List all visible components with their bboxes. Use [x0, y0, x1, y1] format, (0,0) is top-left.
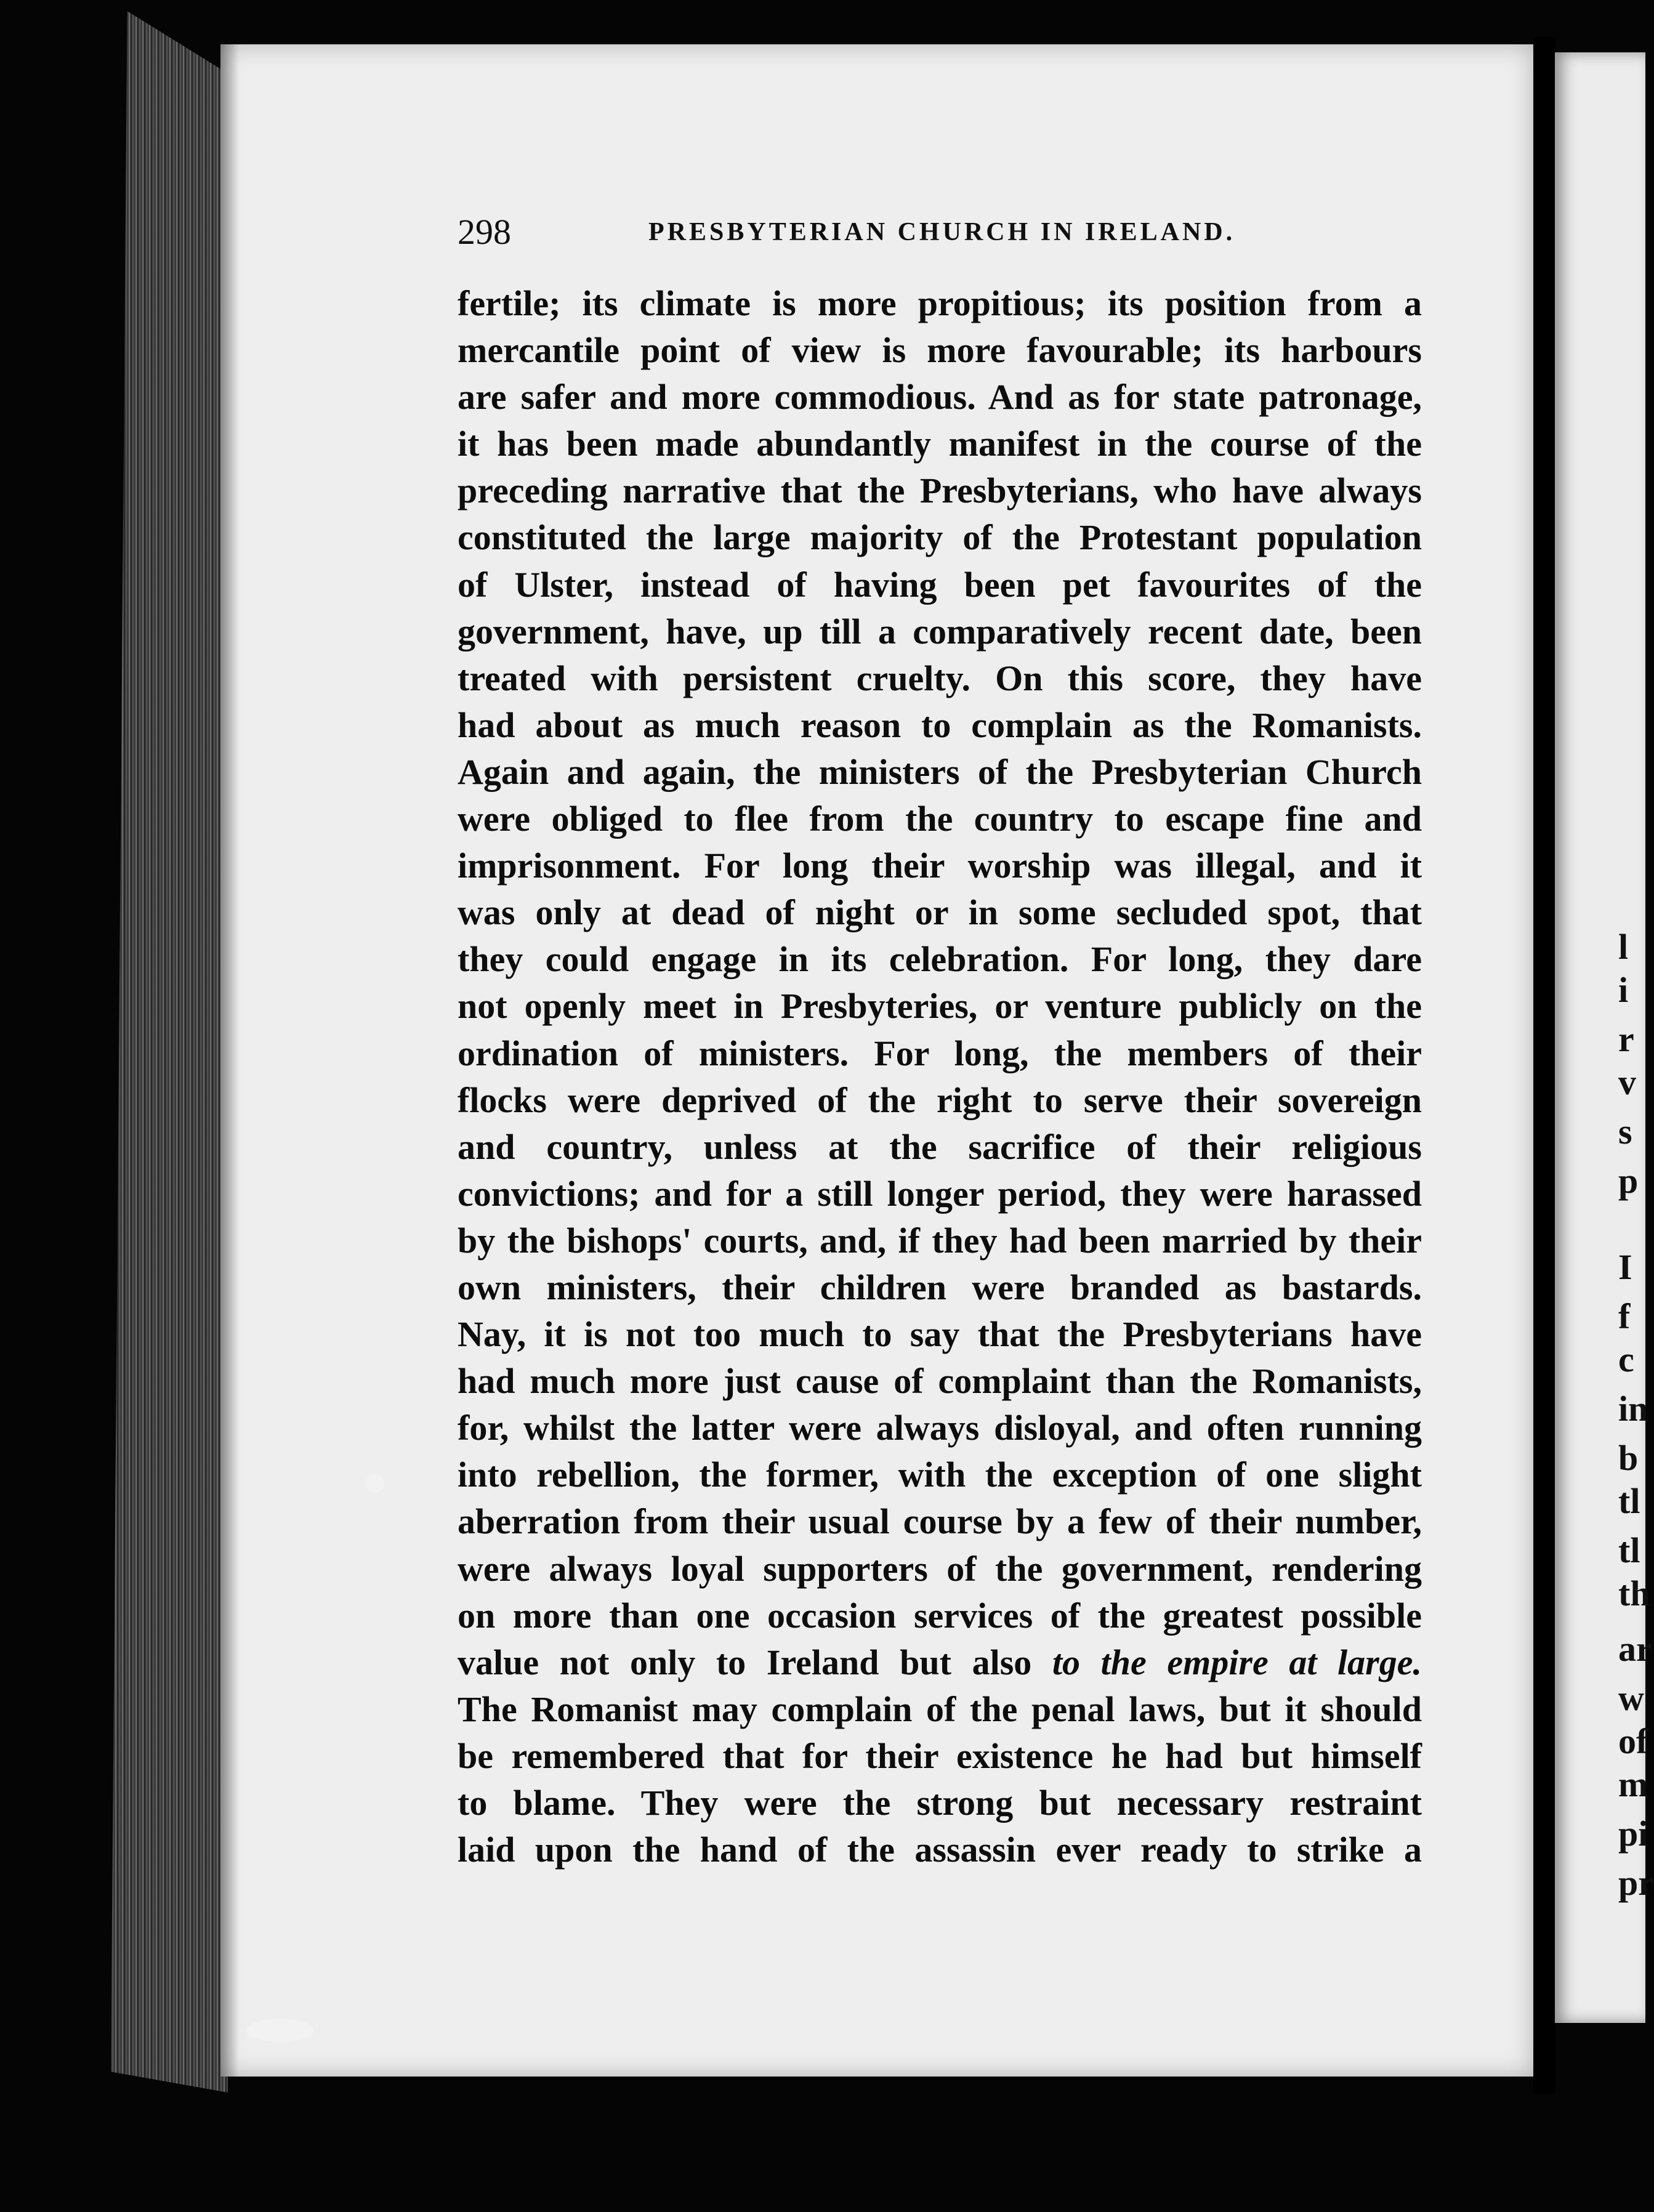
facing-page-fragment: I — [1618, 1247, 1632, 1287]
text-line: mercantile point of view is more favourable; its harbours — [458, 330, 1422, 371]
facing-page-fragment: pr — [1618, 1863, 1654, 1903]
facing-page-fragment: p — [1618, 1161, 1639, 1201]
text-line: were obliged to flee from the country to escape fine and — [458, 799, 1422, 839]
text-line: for, whilst the latter were always disloyal, and often running — [458, 1408, 1422, 1448]
text-line-lead: value not only to Ireland but also — [458, 1642, 1052, 1682]
facing-page-fragment: th — [1618, 1573, 1650, 1613]
text-line: to blame. They were the strong but necessary restraint — [458, 1783, 1422, 1823]
facing-page-fragment: tl — [1618, 1481, 1640, 1521]
scan-speck — [246, 2019, 314, 2042]
text-line: fertile; its climate is more propitious; its position from a — [458, 283, 1422, 323]
text-line: be remembered that for their existence he had but himself — [458, 1735, 1422, 1776]
text-line: had about as much reason to complain as the Romanists. — [458, 704, 1422, 745]
text-line: on more than one occasion services of the greatest possible — [458, 1595, 1422, 1636]
text-line: not openly meet in Presbyteries, or venture publicly on the — [458, 986, 1422, 1027]
text-line: The Romanist may complain of the penal laws, but it should — [458, 1689, 1422, 1729]
facing-page-fragment: pi — [1618, 1814, 1648, 1854]
book-page-edges — [111, 11, 228, 2093]
text-line: constituted the large majority of the Protestant population — [458, 517, 1422, 558]
facing-page-fragment: i — [1618, 970, 1629, 1010]
running-title: PRESBYTERIAN CHURCH IN IRELAND. — [648, 218, 1236, 246]
text-line: Again and again, the ministers of the Presbyterian Church — [458, 751, 1422, 792]
text-line: laid upon the hand of the assassin ever ready to strike a — [458, 1830, 1422, 1870]
facing-page-fragment: f — [1618, 1296, 1631, 1336]
facing-page-fragment: ar — [1618, 1629, 1652, 1669]
text-line: government, have, up till a comparatively recent date, been — [458, 611, 1422, 652]
text-line: ordination of ministers. For long, the members of their — [458, 1033, 1422, 1073]
text-line: Nay, it is not too much to say that the Presbyterians have — [458, 1314, 1422, 1355]
text-line: had much more just cause of complaint than the Romanists, — [458, 1361, 1422, 1402]
facing-page-fragment: s — [1618, 1112, 1632, 1152]
text-line: of Ulster, instead of having been pet favourites of the — [458, 564, 1422, 605]
text-line: treated with persistent cruelty. On this score, they have — [458, 658, 1422, 698]
facing-page-fragment: c — [1618, 1339, 1634, 1379]
facing-page-fragment: in — [1618, 1389, 1648, 1429]
facing-page-fragment: l — [1618, 927, 1629, 967]
facing-page-fragment: r — [1618, 1019, 1634, 1059]
facing-page-fragment: m — [1618, 1764, 1648, 1804]
facing-page-fragment: b — [1618, 1438, 1639, 1478]
text-line: and country, unless at the sacrifice of their religious — [458, 1126, 1422, 1167]
text-line: own ministers, their children were branded as bastards. — [458, 1267, 1422, 1307]
text-line: was only at dead of night or in some secluded spot, that — [458, 892, 1422, 933]
text-line: into rebellion, the former, with the exception of one slight — [458, 1455, 1422, 1495]
text-line: were always loyal supporters of the government, rendering — [458, 1548, 1422, 1589]
text-line: are safer and more commodious. And as for state patronage, — [458, 377, 1422, 418]
text-line: flocks were deprived of the right to serve their sovereign — [458, 1080, 1422, 1120]
text-line: imprisonment. For long their worship was illegal, and it — [458, 846, 1422, 886]
text-line: convictions; and for a still longer period, they were harassed — [458, 1173, 1422, 1214]
text-line: they could engage in its celebration. For long, they dare — [458, 939, 1422, 980]
text-line-with-italic — [458, 1639, 1422, 1686]
page-number: 298 — [458, 212, 511, 252]
facing-page-fragment: v — [1618, 1062, 1636, 1102]
facing-page-fragment: w — [1618, 1678, 1644, 1718]
italic-phrase: to the empire at large. — [1052, 1642, 1422, 1682]
scan-speck — [366, 1474, 384, 1493]
text-line: by the bishops' courts, and, if they had been married by their — [458, 1220, 1422, 1261]
facing-page-fragment: tl — [1618, 1530, 1640, 1570]
text-line: preceding narrative that the Presbyterians, who have always — [458, 470, 1422, 511]
text-line: aberration from their usual course by a few of their number, — [458, 1501, 1422, 1542]
body-text — [458, 280, 1422, 1873]
running-header — [458, 204, 1422, 260]
facing-page-fragment: of — [1618, 1721, 1648, 1761]
book-gutter — [1533, 37, 1555, 2094]
text-line: it has been made abundantly manifest in the course of the — [458, 424, 1422, 464]
